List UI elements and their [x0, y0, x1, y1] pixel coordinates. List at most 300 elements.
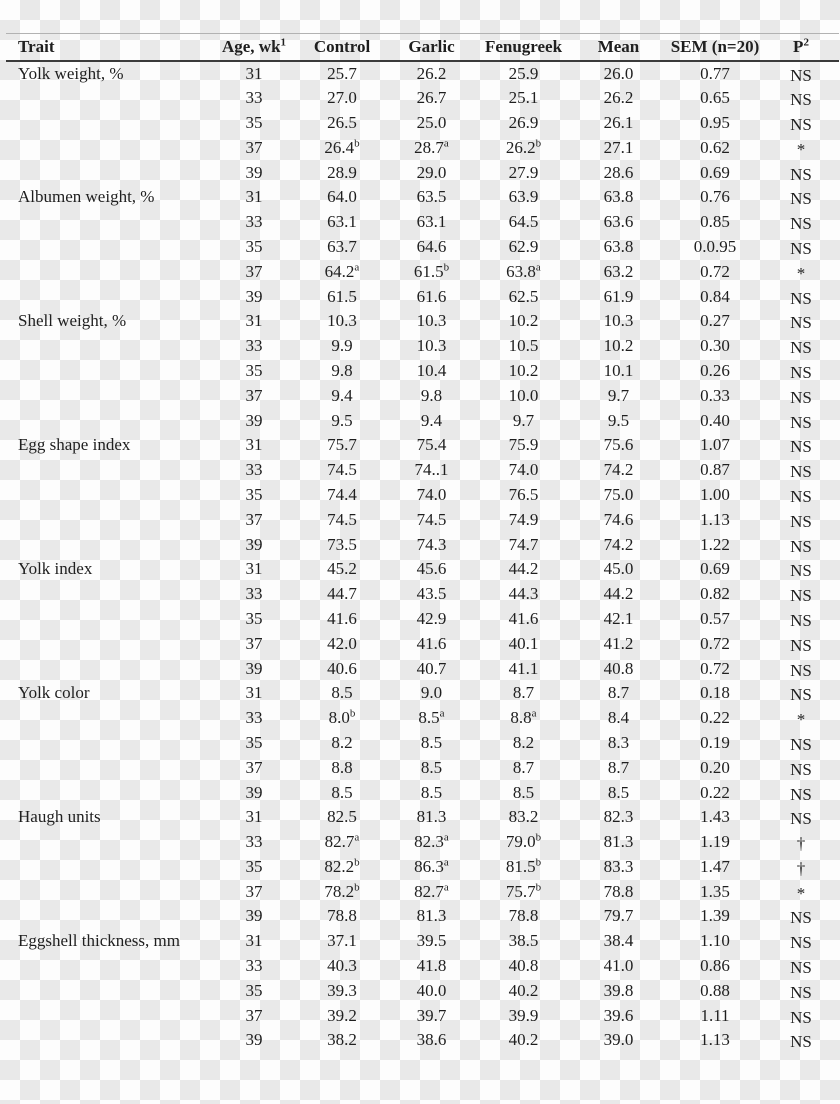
mean-cell: 9.7 [607, 385, 630, 405]
p-cell [763, 482, 839, 507]
trait-cell [6, 85, 210, 110]
fenugreek-cell: 63.8$^a$ [506, 261, 541, 281]
table-row [6, 556, 839, 581]
trait-cell [6, 408, 210, 433]
sem-cell: 0.72 [700, 261, 730, 281]
mean-cell: 63.8 [603, 187, 634, 207]
trait-cell [6, 110, 210, 135]
significance-value: * [796, 710, 806, 730]
table-row [6, 780, 839, 805]
table-row [6, 85, 839, 110]
table-row [6, 110, 839, 135]
fenugreek-cell: 8.5 [512, 782, 535, 802]
trait-cell [6, 854, 210, 879]
control-cell: 42.0 [327, 633, 357, 653]
garlic-cell: 61.5$^b$ [413, 261, 450, 281]
trait-cell [6, 209, 210, 234]
mean-cell: 39.0 [603, 1030, 634, 1050]
mean-cell: 38.4 [603, 931, 634, 951]
sem-cell: 1.10 [700, 931, 730, 951]
significance-value: * [796, 263, 806, 283]
control-cell: 74.5 [327, 509, 357, 529]
significance-value: NS [790, 511, 812, 531]
fenugreek-cell: 62.9 [508, 236, 539, 256]
fenugreek-cell: 9.7 [512, 410, 535, 430]
p-cell [763, 532, 839, 557]
table-row [6, 234, 839, 259]
garlic-cell: 42.9 [416, 608, 447, 628]
age-cell: 35 [245, 980, 263, 1000]
control-cell: 82.7$^a$ [324, 831, 360, 852]
age-cell: 37 [245, 385, 263, 405]
p-cell [763, 234, 839, 259]
table-row [6, 581, 839, 606]
significance-value: NS [790, 65, 812, 85]
significance-value: NS [790, 784, 812, 804]
sem-cell: 0.33 [700, 385, 730, 405]
control-cell: 8.5 [331, 782, 353, 802]
mean-cell: 45.0 [603, 559, 634, 579]
control-cell: 41.6 [327, 608, 357, 628]
age-cell: 37 [245, 261, 263, 281]
significance-value: NS [790, 362, 812, 382]
trait-cell: Yolk color [18, 683, 90, 703]
trait-cell [6, 135, 210, 160]
sem-cell: 0.62 [700, 137, 730, 157]
significance-value: NS [790, 462, 812, 482]
control-cell: 25.7 [327, 63, 357, 83]
garlic-cell: 74.3 [416, 534, 447, 554]
p-cell [763, 829, 839, 854]
table-row [6, 854, 839, 879]
p-cell [763, 408, 839, 433]
age-cell: 39 [245, 658, 263, 678]
fenugreek-cell: 75.7$^b$ [505, 881, 542, 901]
mean-cell: 74.2 [603, 534, 634, 554]
fenugreek-cell: 83.2 [508, 807, 539, 827]
garlic-cell: 63.1 [416, 212, 447, 232]
sem-cell: 1.47 [700, 856, 730, 876]
significance-value: NS [790, 933, 812, 953]
table-row [6, 1028, 839, 1053]
table-row [6, 209, 839, 234]
table-row [6, 308, 839, 333]
age-cell: 39 [245, 286, 263, 306]
garlic-cell: 9.8 [420, 385, 443, 405]
superscript-marker: 1 [280, 36, 287, 49]
superscript-marker: b [443, 261, 450, 274]
control-cell: 9.4 [331, 385, 353, 405]
trait-cell: Egg shape index [18, 435, 131, 455]
egg-quality-results-table [6, 33, 839, 1052]
significance-value: NS [790, 734, 812, 754]
p-cell [763, 755, 839, 780]
sem-cell: 0.95 [700, 112, 730, 132]
trait-cell [6, 507, 210, 532]
control-cell: 82.5 [327, 807, 357, 827]
table-row [6, 631, 839, 656]
fenugreek-cell: 8.2 [512, 732, 535, 752]
age-cell: 33 [245, 460, 263, 480]
fenugreek-cell: 41.6 [508, 608, 539, 628]
superscript-marker: a [443, 881, 449, 894]
significance-value: NS [790, 313, 812, 333]
garlic-cell: 38.6 [416, 1030, 447, 1050]
trait-cell [6, 755, 210, 780]
sem-cell: 0.82 [700, 584, 730, 604]
age-cell: 31 [245, 683, 263, 703]
superscript-marker: a [439, 707, 445, 720]
garlic-cell: 63.5 [416, 187, 447, 207]
sem-cell: 1.13 [700, 1030, 730, 1050]
trait-cell [6, 234, 210, 259]
trait-cell [6, 705, 210, 730]
garlic-cell: 8.5$^a$ [418, 707, 445, 728]
mean-cell: 75.6 [603, 435, 634, 455]
trait-cell [6, 953, 210, 978]
significance-value: † [796, 834, 806, 854]
age-cell: 31 [245, 187, 263, 207]
garlic-cell: 39.7 [416, 1005, 447, 1025]
column-header-age: Age, $wk^1$ [221, 36, 287, 57]
significance-value: NS [790, 189, 812, 209]
mean-cell: 79.7 [603, 906, 634, 926]
age-cell: 39 [245, 162, 263, 182]
sem-cell: 1.11 [700, 1005, 730, 1025]
control-cell: 39.3 [327, 980, 357, 1000]
header-row [6, 34, 839, 61]
garlic-cell: 25.0 [416, 112, 447, 132]
significance-value: NS [790, 90, 812, 110]
table-row [6, 160, 839, 185]
trait-cell: Yolk index [18, 559, 93, 579]
p-cell [763, 904, 839, 929]
control-cell: 8.0$^b$ [328, 707, 356, 728]
mean-cell: 61.9 [603, 286, 634, 306]
superscript-marker: b [354, 856, 360, 869]
trait-cell [6, 730, 210, 755]
trait-cell: Shell weight, % [18, 311, 127, 331]
fenugreek-cell: 62.5 [508, 286, 539, 306]
mean-cell: 9.5 [607, 410, 630, 430]
mean-cell: 63.8 [603, 236, 634, 256]
sem-cell: 1.35 [700, 881, 730, 901]
fenugreek-cell: 8.7 [512, 683, 535, 703]
fenugreek-cell: 26.2$^b$ [505, 137, 542, 157]
control-cell: 10.3 [327, 311, 357, 331]
garlic-cell: 86.3$^a$ [414, 856, 449, 876]
fenugreek-cell: 63.9 [508, 187, 539, 207]
significance-value: NS [790, 536, 812, 556]
fenugreek-cell: 41.1 [508, 658, 539, 678]
table-row [6, 804, 839, 829]
age-cell: 35 [245, 484, 263, 504]
sem-cell: 1.39 [700, 906, 730, 926]
fenugreek-cell: 10.2 [508, 311, 539, 331]
trait-cell [6, 259, 210, 284]
age-cell: 31 [245, 559, 263, 579]
sem-cell: 1.22 [700, 534, 730, 554]
age-cell: 37 [245, 509, 263, 529]
table-row [6, 829, 839, 854]
age-cell: 33 [245, 956, 263, 976]
control-cell: 9.9 [331, 336, 353, 356]
sem-cell: 0.18 [700, 683, 730, 703]
sem-cell: 1.07 [700, 435, 730, 455]
garlic-cell: 81.3 [416, 906, 447, 926]
superscript-marker: a [443, 137, 449, 150]
p-cell [763, 457, 839, 482]
fenugreek-cell: 8.8$^a$ [510, 707, 537, 728]
sem-cell: 0.20 [700, 757, 730, 777]
trait-cell: Eggshell thickness, mm [18, 931, 180, 951]
significance-value: NS [790, 164, 812, 184]
column-header-fenugreek: Fenugreek [484, 37, 563, 57]
superscript-marker: b [349, 707, 356, 720]
superscript-marker: a [354, 261, 360, 274]
fenugreek-cell: 40.1 [508, 633, 539, 653]
superscript-marker: a [354, 831, 360, 844]
control-cell: 8.5 [331, 683, 353, 703]
significance-value: NS [790, 387, 812, 407]
significance-value: NS [790, 586, 812, 606]
age-cell: 33 [245, 336, 263, 356]
mean-cell: 74.6 [603, 509, 634, 529]
mean-cell: 10.2 [603, 336, 634, 356]
sem-cell: 0.27 [700, 311, 730, 331]
p-cell [763, 333, 839, 358]
garlic-cell: 26.7 [416, 88, 447, 108]
significance-value: NS [790, 958, 812, 978]
fenugreek-cell: 10.2 [508, 360, 539, 380]
significance-value: NS [790, 238, 812, 258]
superscript-marker: b [535, 881, 542, 894]
garlic-cell: 61.6 [416, 286, 447, 306]
fenugreek-cell: 74.0 [508, 460, 539, 480]
garlic-cell: 74.5 [416, 509, 447, 529]
fenugreek-cell: 40.8 [508, 956, 539, 976]
p-cell [763, 1028, 839, 1053]
trait-cell [6, 383, 210, 408]
sem-cell: 0.19 [700, 732, 730, 752]
trait-cell [6, 1003, 210, 1028]
sem-cell: 0.69 [700, 162, 730, 182]
column-header-garlic: Garlic [408, 37, 455, 57]
fenugreek-cell: 26.9 [508, 112, 539, 132]
table-body [6, 61, 839, 1053]
garlic-cell: 74..1 [414, 460, 449, 480]
garlic-cell: 9.4 [420, 410, 443, 430]
table-row [6, 61, 839, 86]
garlic-cell: 41.8 [416, 956, 447, 976]
mean-cell: 40.8 [603, 658, 634, 678]
table-row [6, 259, 839, 284]
sem-cell: 0.87 [700, 460, 730, 480]
trait-cell [6, 358, 210, 383]
mean-cell: 39.8 [603, 980, 634, 1000]
significance-value: NS [790, 610, 812, 630]
significance-value: NS [790, 338, 812, 358]
column-header-sem: SEM (n=20) [670, 37, 760, 57]
age-cell: 39 [245, 782, 263, 802]
mean-cell: 10.1 [603, 360, 634, 380]
trait-cell [6, 978, 210, 1003]
significance-value: NS [790, 486, 812, 506]
age-cell: 33 [245, 708, 263, 728]
control-cell: 38.2 [327, 1030, 357, 1050]
trait-cell [6, 904, 210, 929]
fenugreek-cell: 39.9 [508, 1005, 539, 1025]
fenugreek-cell: 81.5$^b$ [505, 856, 542, 876]
age-cell: 35 [245, 732, 263, 752]
age-cell: 33 [245, 212, 263, 232]
p-cell [763, 854, 839, 879]
trait-cell [6, 284, 210, 309]
fenugreek-cell: 79.0$^b$ [505, 831, 542, 852]
table-row [6, 135, 839, 160]
age-cell: 33 [245, 88, 263, 108]
garlic-cell: 81.3 [416, 807, 447, 827]
age-cell: 39 [245, 410, 263, 430]
sem-cell: 0.65 [700, 88, 730, 108]
table-row [6, 904, 839, 929]
mean-cell: 8.7 [607, 757, 630, 777]
sem-cell: 1.43 [700, 807, 730, 827]
age-cell: 35 [245, 608, 263, 628]
mean-cell: 42.1 [603, 608, 634, 628]
p-cell [763, 61, 839, 86]
fenugreek-cell: 78.8 [508, 906, 539, 926]
mean-cell: 8.4 [607, 708, 630, 728]
age-cell: 39 [245, 906, 263, 926]
garlic-cell: 40.7 [416, 658, 447, 678]
significance-value: NS [790, 114, 812, 134]
control-cell: 64.2$^a$ [324, 261, 360, 281]
sem-cell: 1.19 [700, 832, 730, 852]
significance-value: NS [790, 561, 812, 581]
mean-cell: 63.6 [603, 212, 634, 232]
superscript-marker: b [354, 137, 360, 150]
control-cell: 28.9 [327, 162, 357, 182]
mean-cell: 10.3 [603, 311, 634, 331]
control-cell: 63.7 [327, 236, 357, 256]
garlic-cell: 82.7$^a$ [414, 881, 449, 901]
p-cell [763, 1003, 839, 1028]
table-row [6, 1003, 839, 1028]
sem-cell: 0.76 [700, 187, 730, 207]
superscript-marker: b [354, 881, 360, 894]
control-cell: 27.0 [327, 88, 357, 108]
sem-cell: 0.40 [700, 410, 730, 430]
sem-cell: 0.30 [700, 336, 730, 356]
trait-cell [6, 1028, 210, 1053]
mean-cell: 81.3 [603, 832, 634, 852]
sem-cell: 0.86 [700, 956, 730, 976]
sem-cell: 0.69 [700, 559, 730, 579]
p-cell [763, 556, 839, 581]
p-cell [763, 953, 839, 978]
p-cell [763, 308, 839, 333]
mean-cell: 8.7 [607, 683, 630, 703]
garlic-cell: 10.3 [416, 311, 447, 331]
significance-value: NS [790, 1007, 812, 1027]
age-cell: 35 [245, 236, 263, 256]
table-row [6, 730, 839, 755]
trait-cell: Yolk weight, % [18, 63, 124, 83]
p-cell [763, 432, 839, 457]
significance-value: † [796, 858, 806, 878]
table-row [6, 284, 839, 309]
p-cell [763, 780, 839, 805]
fenugreek-cell: 10.5 [508, 336, 539, 356]
mean-cell: 83.3 [603, 856, 634, 876]
control-cell: 82.2$^b$ [324, 856, 360, 876]
age-cell: 35 [245, 360, 263, 380]
garlic-cell: 75.4 [416, 435, 447, 455]
control-cell: 9.5 [331, 410, 353, 430]
table-row [6, 432, 839, 457]
mean-cell: 26.0 [603, 63, 634, 83]
table-row [6, 953, 839, 978]
significance-value: NS [790, 759, 812, 779]
trait-cell: Albumen weight, % [18, 187, 155, 207]
table-row [6, 755, 839, 780]
garlic-cell: 8.5 [420, 732, 443, 752]
control-cell: 44.7 [327, 584, 357, 604]
mean-cell: 75.0 [603, 484, 634, 504]
sem-cell: 0.85 [700, 212, 730, 232]
table-row [6, 358, 839, 383]
sem-cell: 0.0.95 [693, 236, 737, 256]
garlic-cell: 41.6 [416, 633, 447, 653]
significance-value: NS [790, 982, 812, 1002]
mean-cell: 39.6 [603, 1005, 634, 1025]
fenugreek-cell: 38.5 [508, 931, 539, 951]
age-cell: 39 [245, 1030, 263, 1050]
trait-cell [6, 532, 210, 557]
fenugreek-cell: 76.5 [508, 484, 539, 504]
mean-cell: 41.0 [603, 956, 634, 976]
sem-cell: 0.77 [700, 63, 730, 83]
significance-value: NS [790, 437, 812, 457]
significance-value: NS [790, 214, 812, 234]
control-cell: 40.3 [327, 956, 357, 976]
fenugreek-cell: 10.0 [508, 385, 539, 405]
superscript-marker: b [535, 856, 542, 869]
p-cell [763, 85, 839, 110]
p-cell [763, 656, 839, 681]
mean-cell: 44.2 [603, 584, 634, 604]
significance-value: NS [790, 412, 812, 432]
sem-cell: 0.57 [700, 608, 730, 628]
age-cell: 31 [245, 931, 263, 951]
fenugreek-cell: 44.3 [508, 584, 539, 604]
fenugreek-cell: 75.9 [508, 435, 539, 455]
superscript-marker: b [535, 137, 542, 150]
age-cell: 35 [245, 856, 263, 876]
p-cell [763, 358, 839, 383]
age-cell: 35 [245, 112, 263, 132]
control-cell: 75.7 [327, 435, 357, 455]
trait-cell [6, 333, 210, 358]
fenugreek-cell: 25.9 [508, 63, 539, 83]
trait-cell [6, 606, 210, 631]
table-row [6, 482, 839, 507]
sem-cell: 0.22 [700, 782, 730, 802]
trait-cell [6, 879, 210, 904]
fenugreek-cell: 74.7 [508, 534, 539, 554]
garlic-cell: 28.7$^a$ [414, 137, 449, 157]
